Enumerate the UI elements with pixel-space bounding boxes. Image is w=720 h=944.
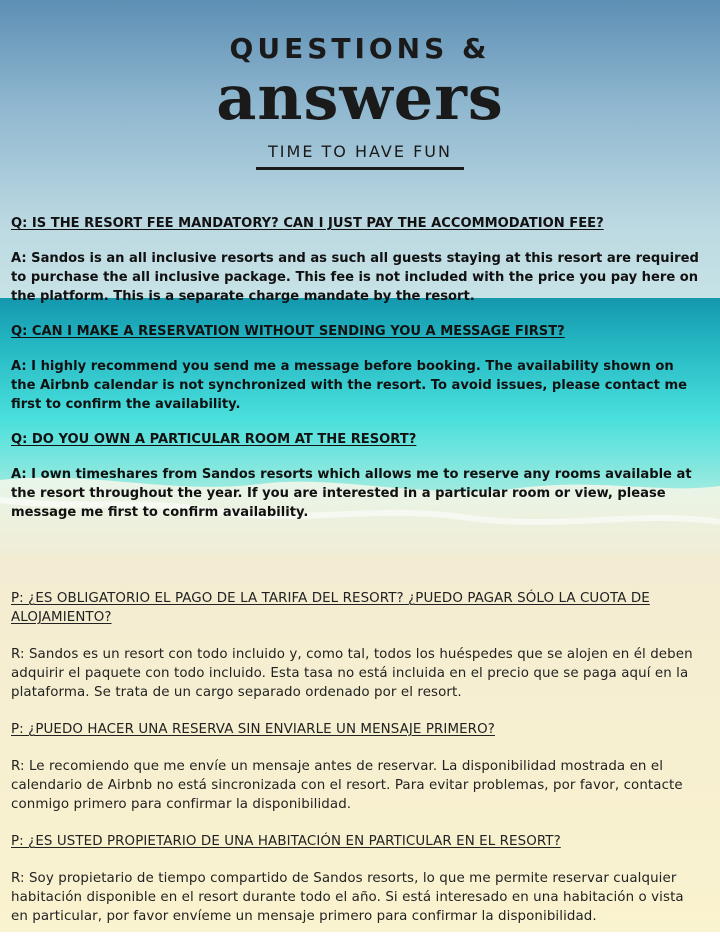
faq-question: Q: DO YOU OWN A PARTICULAR ROOM AT THE RESORT? bbox=[11, 432, 417, 447]
spanish-faq bbox=[11, 589, 701, 944]
faq-question: P: ¿PUEDO HACER UNA RESERVA SIN ENVIARLE UN MENSAJE PRIMERO? bbox=[11, 722, 495, 737]
faq-answer: R: Le recomiendo que me envíe un mensaje antes de reservar. La disponibilidad mostrada en el calendario de Airbnb no está sincronizada con el resort. Para evitar problemas, por favor, contacte conmigo primero para confirmar la disponibilidad. bbox=[11, 759, 683, 812]
faq-question: Q: CAN I MAKE A RESERVATION WITHOUT SENDING YOU A MESSAGE FIRST? bbox=[11, 324, 565, 339]
faq-question: P: ¿ES USTED PROPIETARIO DE UNA HABITACIÓN EN PARTICULAR EN EL RESORT? bbox=[11, 834, 561, 849]
page-header bbox=[0, 32, 720, 170]
faq-question: P: ¿ES OBLIGATORIO EL PAGO DE LA TARIFA DEL RESORT? ¿PUEDO PAGAR SÓLO LA CUOTA DE ALOJAMIENTO? bbox=[11, 591, 650, 625]
english-faq bbox=[11, 214, 701, 538]
faq-answer: R: Sandos es un resort con todo incluido y, como tal, todos los huéspedes que se alojen en él deben adquirir el paquete con todo incluido. Esta tasa no está incluida en el precio que se paga aquí en la plataforma. Se trata de un cargo separado ordenado por el resort. bbox=[11, 647, 693, 700]
faq-question: Q: IS THE RESORT FEE MANDATORY? CAN I JUST PAY THE ACCOMMODATION FEE? bbox=[11, 216, 604, 231]
title-main: answers bbox=[216, 61, 504, 134]
faq-answer: A: I highly recommend you send me a message before booking. The availability shown on the Airbnb calendar is not synchronized with the resort. To avoid issues, please contact me first to confirm the availability. bbox=[11, 359, 687, 412]
faq-answer: R: Soy propietario de tiempo compartido de Sandos resorts, lo que me permite reservar cualquier habitación disponible en el resort durante todo el año. Si está interesado en una habitación o vista en particular, por favor envíeme un mensaje primero para confirmar la disponibilidad. bbox=[11, 871, 684, 924]
title-top: QUESTIONS & bbox=[229, 32, 491, 65]
faq-answer: A: I own timeshares from Sandos resorts which allows me to reserve any rooms available at the resort throughout the year. If you are interested in a particular room or view, please message me first to confirm availability. bbox=[11, 467, 692, 520]
subtitle: TIME TO HAVE FUN bbox=[256, 142, 464, 170]
faq-answer: A: Sandos is an all inclusive resorts and as such all guests staying at this resort are required to purchase the all inclusive package. This fee is not included with the price you pay here on the platform. This is a separate charge mandate by the resort. bbox=[11, 251, 699, 304]
